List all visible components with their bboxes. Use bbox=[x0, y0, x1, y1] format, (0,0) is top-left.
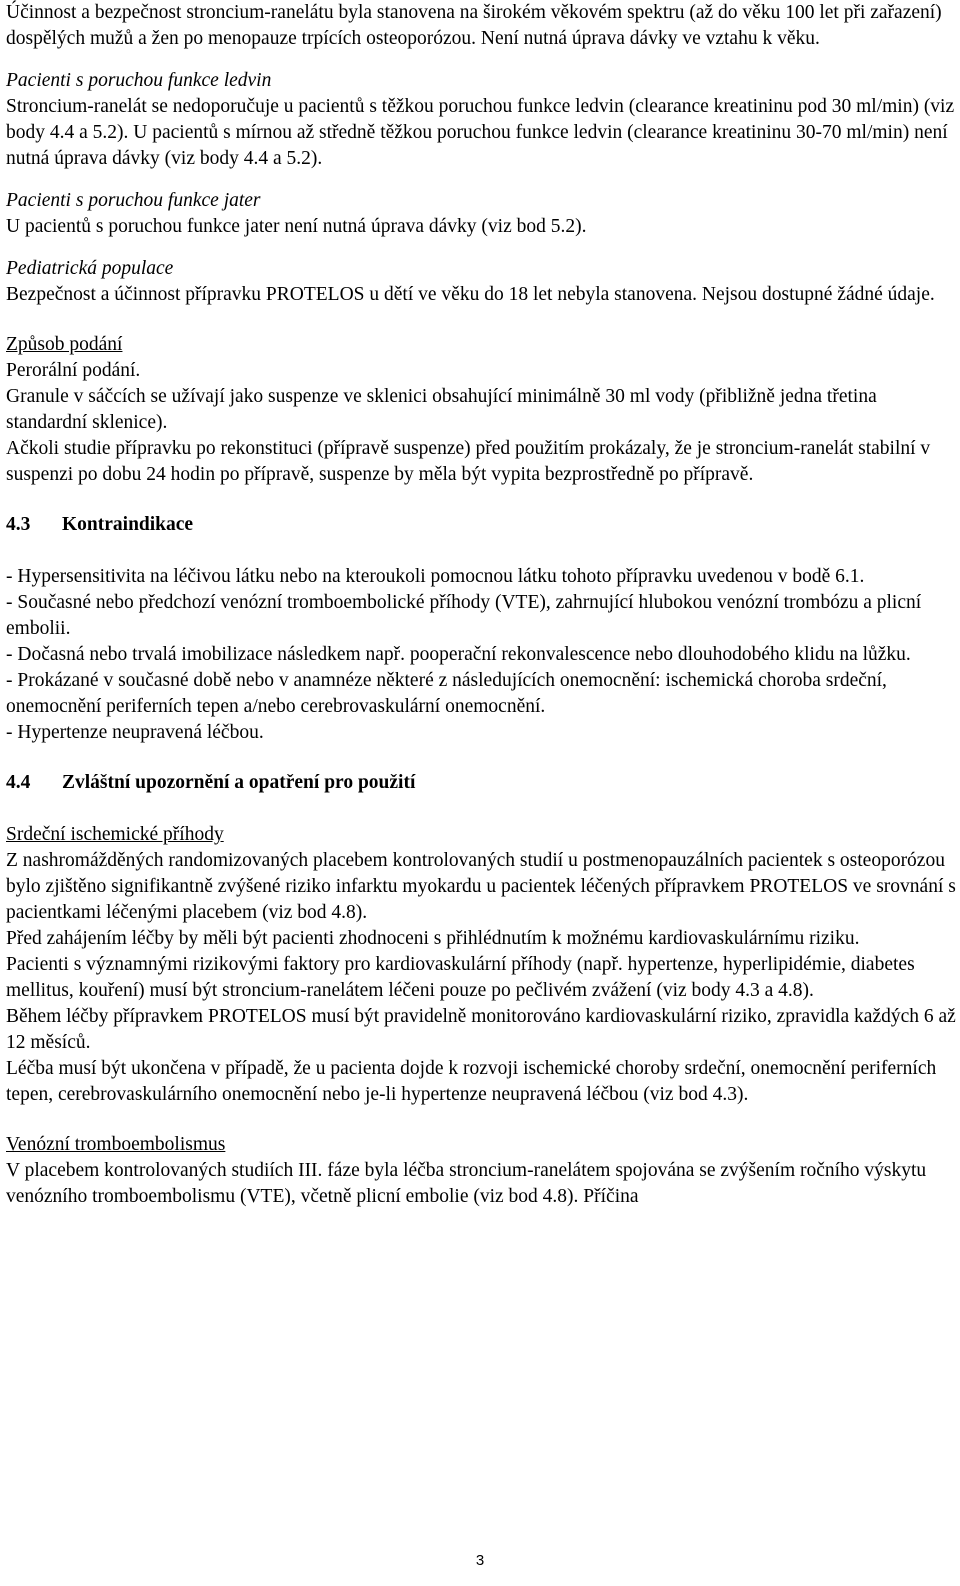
pediatric-section bbox=[6, 256, 956, 308]
spacer bbox=[6, 796, 956, 822]
section-4-3-heading bbox=[6, 512, 956, 538]
cardiac-line: Z nashromážděných randomizovaných placebem kontrolovaných studií u postmenopauzálních pacientek s osteoporózou bylo zjištěno signifikantně zvýšené riziko infarktu myokardu u pacientek léčených přípravkem PROTELOS ve srovnání s pacientkami léčenými placebem (viz bod 4.8). bbox=[6, 850, 956, 923]
cardiac-line: Během léčby přípravkem PROTELOS musí být pravidelně monitorováno kardiovaskulární riziko, zpravidla každých 6 až 12 měsíců. bbox=[6, 1006, 956, 1053]
list-item: - Prokázané v současné době nebo v anamnéze některé z následujících onemocnění: ischemická choroba srdeční, onemocnění periferních tepen a/nebo cerebrovaskulární onemocnění. bbox=[6, 670, 887, 717]
spacer bbox=[6, 746, 956, 770]
administration-line: Ačkoli studie přípravku po rekonstituci (přípravě suspenze) před použitím prokázaly, že je stroncium-ranelát stabilní v suspenzi po dobu 24 hodin po přípravě, suspenze by měla být vypita bezprostředně po přípravě. bbox=[6, 438, 931, 485]
pediatric-heading: Pediatrická populace bbox=[6, 258, 174, 279]
spacer bbox=[6, 172, 956, 188]
administration-section bbox=[6, 332, 956, 488]
spacer bbox=[6, 538, 956, 564]
section-number: 4.3 bbox=[6, 514, 31, 535]
page-number: 3 bbox=[475, 1552, 485, 1569]
spacer bbox=[6, 1108, 956, 1132]
administration-line: Perorální podání. bbox=[6, 360, 141, 381]
spacer bbox=[6, 308, 956, 332]
spacer bbox=[6, 488, 956, 512]
renal-paragraph: Stroncium-ranelát se nedoporučuje u pacientů s těžkou poruchou funkce ledvin (clearance kreatininu pod 30 ml/min) (viz body 4.4 a 5.2). U pacientů s mírnou až středně těžkou poruchou funkce ledvin (clearance kreatininu 30-70 ml/min) není nutná úprava dávky (viz body 4.4 a 5.2). bbox=[6, 96, 955, 169]
pediatric-paragraph: Bezpečnost a účinnost přípravku PROTELOS u dětí ve věku do 18 let nebyla stanovena. Nejsou dostupné žádné údaje. bbox=[6, 284, 935, 305]
cardiac-line: Před zahájením léčby by měli být pacienti zhodnoceni s přihlédnutím k možnému kardiovaskulárnímu riziku. bbox=[6, 928, 860, 949]
vte-heading: Venózní tromboembolismus bbox=[6, 1134, 226, 1155]
document-page bbox=[6, 0, 956, 1210]
spacer bbox=[6, 240, 956, 256]
list-item: - Dočasná nebo trvalá imobilizace následkem např. pooperační rekonvalescence nebo dlouhodobého klidu na lůžku. bbox=[6, 644, 911, 665]
section-number: 4.4 bbox=[6, 772, 31, 793]
list-item: - Hypersensitivita na léčivou látku nebo na kteroukoli pomocnou látku tohoto přípravku uvedenou v bodě 6.1. bbox=[6, 566, 865, 587]
section-title: Kontraindikace bbox=[62, 514, 194, 535]
hepatic-heading: Pacienti s poruchou funkce jater bbox=[6, 190, 261, 211]
administration-heading: Způsob podání bbox=[6, 334, 123, 355]
section-title: Zvláštní upozornění a opatření pro použití bbox=[62, 772, 416, 793]
cardiac-line: Pacienti s významnými rizikovými faktory pro kardiovaskulární příhody (např. hypertenze, hyperlipidémie, diabetes mellitus, kouření) musí být stroncium-ranelátem léčeni pouze po pečlivém zvážení (viz body 4.3 a 4.8). bbox=[6, 954, 915, 1001]
cardiac-line: Léčba musí být ukončena v případě, že u pacienta dojde k rozvoji ischemické choroby srdeční, onemocnění periferních tepen, cerebrovaskulárního onemocnění nebo je-li hypertenze neupravená léčbou (viz bod 4.3). bbox=[6, 1058, 937, 1105]
cardiac-heading: Srdeční ischemické příhody bbox=[6, 824, 224, 845]
list-item: - Hypertenze neupravená léčbou. bbox=[6, 722, 264, 743]
contraindications-list bbox=[6, 564, 956, 746]
vte-section bbox=[6, 1132, 956, 1210]
renal-heading: Pacienti s poruchou funkce ledvin bbox=[6, 70, 272, 91]
renal-section bbox=[6, 68, 956, 172]
intro-paragraph: Účinnost a bezpečnost stroncium-ranelátu byla stanovena na širokém věkovém spektru (až do věku 100 let při zařazení) dospělých mužů a žen po menopauze trpících osteoporózou. Není nutná úprava dávky ve vztahu k věku. bbox=[6, 2, 942, 49]
cardiac-section bbox=[6, 822, 956, 1108]
vte-paragraph: V placebem kontrolovaných studiích III. fáze byla léčba stroncium-ranelátem spojována se zvýšením ročního výskytu venózního tromboembolismu (VTE), včetně plicní embolie (viz bod 4.8). Příčina bbox=[6, 1160, 927, 1207]
administration-line: Granule v sáčcích se užívají jako suspenze ve sklenici obsahující minimálně 30 ml vody (přibližně jedna třetina standardní sklenice). bbox=[6, 386, 877, 433]
hepatic-paragraph: U pacientů s poruchou funkce jater není nutná úprava dávky (viz bod 5.2). bbox=[6, 216, 587, 237]
list-item: - Současné nebo předchozí venózní tromboembolické příhody (VTE), zahrnující hlubokou venózní trombózu a plicní embolii. bbox=[6, 592, 922, 639]
hepatic-section bbox=[6, 188, 956, 240]
spacer bbox=[6, 52, 956, 68]
section-4-4-heading bbox=[6, 770, 956, 796]
